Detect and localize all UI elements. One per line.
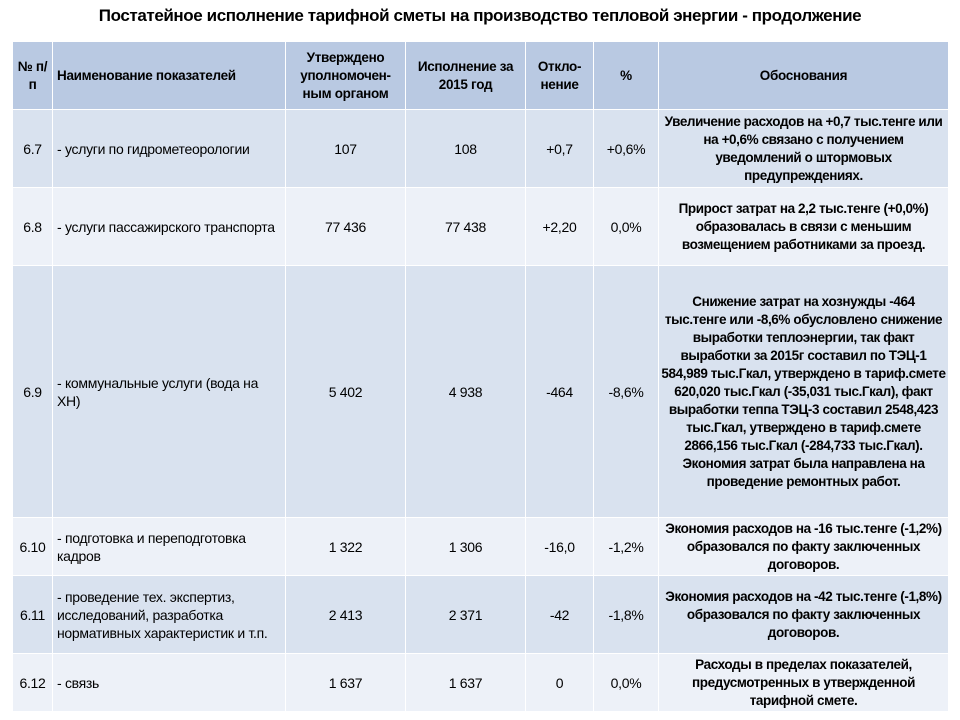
row-basis: Расходы в пределах показателей, предусмотренных в утвержденной тарифной смете. [659, 654, 949, 712]
page-title: Постатейное исполнение тарифной сметы на производство тепловой энергии - продолжение [98, 6, 862, 25]
row-approved: 77 436 [286, 188, 406, 266]
row-num: 6.9 [13, 266, 53, 518]
row-basis: Увеличение расходов на +0,7 тыс.тенге или на +0,6% связано с получением уведомлений о штормовых предупреждениях. [659, 110, 949, 188]
row-num: 6.8 [13, 188, 53, 266]
row-num: 6.12 [13, 654, 53, 712]
row-basis: Экономия расходов на -16 тыс.тенге (-1,2%) образовался по факту заключенных договоров. [659, 518, 949, 576]
table-header-row [13, 42, 949, 110]
row-actual: 1 306 [406, 518, 526, 576]
table-row [13, 266, 949, 518]
header-name: Наименование показателей [53, 42, 286, 110]
header-actual: Исполнение за 2015 год [406, 42, 526, 110]
row-approved: 5 402 [286, 266, 406, 518]
row-approved: 2 413 [286, 576, 406, 654]
row-actual: 77 438 [406, 188, 526, 266]
row-name: - подготовка и переподготовка кадров [53, 518, 286, 576]
row-deviation: -16,0 [526, 518, 594, 576]
row-name: - проведение тех. экспертиз, исследований, разработка нормативных характеристик и т.п. [53, 576, 286, 654]
table-row [13, 518, 949, 576]
header-basis: Обоснования [659, 42, 949, 110]
row-basis: Прирост затрат на 2,2 тыс.тенге (+0,0%) образовалась в связи с меньшим возмещением работниками за проезд. [659, 188, 949, 266]
row-num: 6.7 [13, 110, 53, 188]
table-row [13, 654, 949, 712]
row-basis: Снижение затрат на хознужды -464 тыс.тенге или -8,6% обусловлено снижение выработки теплоэнергии, так факт выработки за 2015г составил по ТЭЦ-1 584,989 тыс.Гкал, утверждено в тариф.смете 620,020 тыс.Гкал (-35,031 тыс.Гкал), факт выработки теппа ТЭЦ-3 составил 2548,423 тыс.Гкал, утверждено в тариф.смете 2866,156 тыс.Гкал (-284,733 тыс.Гкал). Экономия затрат была направлена на проведение ремонтных работ. [659, 266, 949, 518]
row-percent: 0,0% [594, 654, 659, 712]
row-actual: 1 637 [406, 654, 526, 712]
row-actual: 2 371 [406, 576, 526, 654]
table-row [13, 188, 949, 266]
row-percent: -1,2% [594, 518, 659, 576]
row-actual: 108 [406, 110, 526, 188]
header-percent: % [594, 42, 659, 110]
row-approved: 1 322 [286, 518, 406, 576]
row-name: - услуги по гидрометеорологии [53, 110, 286, 188]
header-num: № п/п [13, 42, 53, 110]
header-deviation: Откло-нение [526, 42, 594, 110]
row-percent: 0,0% [594, 188, 659, 266]
row-deviation: -42 [526, 576, 594, 654]
row-deviation: 0 [526, 654, 594, 712]
header-approved: Утверждено уполномочен-ным органом [286, 42, 406, 110]
row-percent: +0,6% [594, 110, 659, 188]
row-deviation: +2,20 [526, 188, 594, 266]
row-num: 6.11 [13, 576, 53, 654]
row-name: - коммунальные услуги (вода на ХН) [53, 266, 286, 518]
budget-table [12, 41, 949, 712]
row-approved: 107 [286, 110, 406, 188]
row-basis: Экономия расходов на -42 тыс.тенге (-1,8%) образовался по факту заключенных договоров. [659, 576, 949, 654]
row-actual: 4 938 [406, 266, 526, 518]
row-deviation: -464 [526, 266, 594, 518]
row-approved: 1 637 [286, 654, 406, 712]
table-row [13, 110, 949, 188]
row-name: - услуги пассажирского транспорта [53, 188, 286, 266]
row-percent: -8,6% [594, 266, 659, 518]
row-name: - связь [53, 654, 286, 712]
row-num: 6.10 [13, 518, 53, 576]
row-percent: -1,8% [594, 576, 659, 654]
table-row [13, 576, 949, 654]
row-deviation: +0,7 [526, 110, 594, 188]
